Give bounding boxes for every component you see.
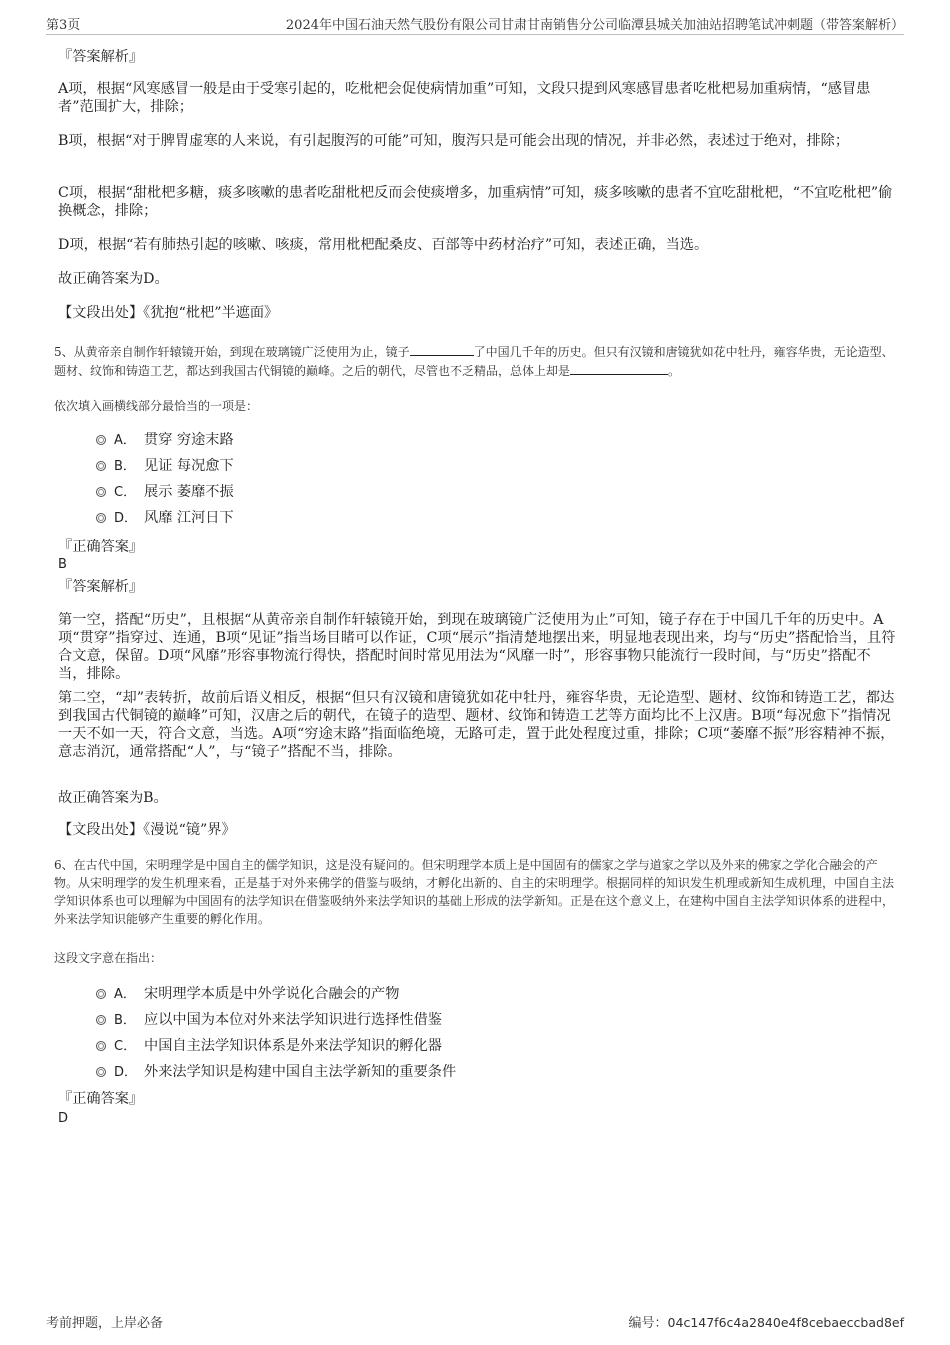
radio-icon[interactable] [96, 513, 106, 523]
radio-icon[interactable] [96, 989, 106, 999]
q4-conclusion: 故正确答案为D。 [58, 271, 169, 287]
document-title: 2024年中国石油天然气股份有限公司甘肃甘南销售分公司临潭县城关加油站招聘笔试冲刺题（带答案解析） [285, 18, 904, 33]
q6-option-b[interactable] [96, 1011, 442, 1029]
q6-option-a[interactable] [96, 985, 399, 1003]
q5-option-a[interactable] [96, 431, 234, 449]
q4-source: 【文段出处】《犹抱“枇杷”半遮面》 [58, 305, 279, 321]
option-letter: B． [114, 1013, 136, 1028]
q5-option-c[interactable] [96, 483, 234, 501]
radio-icon[interactable] [96, 461, 106, 471]
radio-icon[interactable] [96, 1015, 106, 1025]
q5-analysis-label: 『答案解析』 [58, 579, 144, 595]
q5-stem-part2: 了中国几千年的历史。但只有汉镜和唐镜犹如花中牡丹，雍容华贵，无论造型、题材、纹饰和铸造工艺，都达到我国古代铜镜的巅峰。之后的朝代，尽管也不乏精品，总体上却是 [54, 345, 894, 378]
radio-icon[interactable] [96, 487, 106, 497]
option-letter: A． [114, 433, 136, 448]
page-number: 第3页 [46, 18, 81, 33]
radio-icon[interactable] [96, 435, 106, 445]
option-letter: A． [114, 987, 136, 1002]
option-letter: C． [114, 485, 137, 500]
option-text: 应以中国为本位对外来法学知识进行选择性借鉴 [144, 1012, 442, 1028]
q4-analysis-c: C项，根据“甜枇杷多糖，痰多咳嗽的患者吃甜枇杷反而会使痰增多，加重病情”可知，痰多咳嗽的患者不宜吃甜枇杷，“不宜吃枇杷”偷换概念，排除； [58, 185, 893, 219]
q5-analysis-para1: 第一空，搭配“历史”，且根据“从黄帝亲自制作轩辕镜开始，到现在玻璃镜广泛使用为止”可知，镜子存在于中国几千年的历史中。A项“贯穿”指穿过、连通，B项“见证”指当场目睹可以作证，C项“展示”指清楚地摆出来，明显地表现出来，均与“历史”搭配恰当，且符合文意，保留。D项“风靡”形容事物流行得快，搭配时间时常见用法为“风靡一时”，形容事物只能流行一段时间，与“历史”搭配不当，排除。 [58, 612, 896, 682]
q4-analysis-label: 『答案解析』 [58, 49, 144, 65]
q5-answer-label: 『正确答案』 [58, 539, 144, 555]
radio-icon[interactable] [96, 1041, 106, 1051]
q5-blank-1 [410, 342, 474, 356]
q6-option-d[interactable] [96, 1063, 456, 1081]
option-text: 中国自主法学知识体系是外来法学知识的孵化器 [144, 1038, 442, 1054]
option-letter: D． [114, 511, 138, 526]
option-letter: C． [114, 1039, 137, 1054]
option-text: 风靡 江河日下 [144, 510, 234, 526]
q5-answer: B [58, 557, 67, 572]
q4-analysis-a: A项，根据“风寒感冒一般是由于受寒引起的，吃枇杷会促使病情加重”可知，文段只提到风寒感冒患者吃枇杷易加重病情，“感冒患者”范围扩大，排除； [58, 81, 871, 115]
footer-slogan: 考前押题，上岸必备 [46, 1316, 164, 1331]
q6-answer-label: 『正确答案』 [58, 1091, 144, 1107]
q6-answer: D [58, 1111, 69, 1126]
option-text: 宋明理学本质是中外学说化合融会的产物 [144, 986, 400, 1002]
q5-prompt: 依次填入画横线部分最恰当的一项是： [54, 399, 259, 413]
q5-option-b[interactable] [96, 457, 234, 475]
q5-source: 【文段出处】《漫说“镜”界》 [58, 822, 236, 838]
serial-label: 编号： [628, 1316, 668, 1331]
q5-conclusion: 故正确答案为B。 [58, 790, 168, 806]
option-letter: D． [114, 1065, 138, 1080]
q5-blank-2 [570, 361, 668, 375]
page-header [46, 14, 904, 35]
q6-prompt: 这段文字意在指出： [54, 951, 163, 965]
option-letter: B． [114, 459, 136, 474]
q4-analysis-d: D项，根据“若有肺热引起的咳嗽、咳痰，常用枇杷配桑皮、百部等中药材治疗”可知，表述正确，当选。 [58, 237, 709, 253]
option-text: 见证 每况愈下 [144, 458, 234, 474]
q4-analysis-b: B项，根据“对于脾胃虚寒的人来说，有引起腹泻的可能”可知，腹泻只是可能会出现的情况，并非必然，表述过于绝对，排除； [58, 133, 850, 149]
radio-icon[interactable] [96, 1067, 106, 1077]
q5-analysis-para2: 第二空，“却”表转折，故前后语义相反，根据“但只有汉镜和唐镜犹如花中牡丹，雍容华贵，无论造型、题材、纹饰和铸造工艺，都达到我国古代铜镜的巅峰”可知，汉唐之后的朝代，在镜子的造型、题材、纹饰和铸造工艺等方面均比不上汉唐。B项“每况愈下”指情况一天不如一天，符合文意，当选。A项“穷途末路”指面临绝境，无路可走，置于此处程度过重，排除；C项“萎靡不振”形容精神不振，意志消沉，通常搭配“人”，与“镜子”搭配不当，排除。 [58, 690, 895, 760]
q5-option-d[interactable] [96, 509, 234, 527]
option-text: 展示 萎靡不振 [144, 484, 234, 500]
q6-stem: 6、在古代中国，宋明理学是中国自主的儒学知识，这是没有疑问的。但宋明理学本质上是中国固有的儒家之学与道家之学以及外来的佛家之学化合融会的产物。从宋明理学的发生机理来看，正是基于对外来佛学的借鉴与吸纳，才孵化出新的、自主的宋明理学。根据同样的知识发生机理或新知生成机理，中国自主法学知识体系也可以理解为中国固有的法学知识在借鉴吸纳外来法学知识的基础上形成的法学新知。正是在这个意义上，在建构中国自主法学知识体系的进程中，外来法学知识能够产生重要的孵化作用。 [54, 858, 895, 926]
serial-code: 04c147f6c4a2840e4f8cebaeccbad8ef [667, 1315, 904, 1330]
footer-serial [629, 1312, 904, 1331]
option-text: 贯穿 穷途末路 [144, 432, 234, 448]
q5-stem-part1: 5、从黄帝亲自制作轩辕镜开始，到现在玻璃镜广泛使用为止，镜子 [54, 345, 410, 359]
q5-stem [54, 342, 899, 380]
q6-option-c[interactable] [96, 1037, 442, 1055]
q5-stem-part3: 。 [668, 364, 681, 378]
option-text: 外来法学知识是构建中国自主法学新知的重要条件 [144, 1064, 457, 1080]
